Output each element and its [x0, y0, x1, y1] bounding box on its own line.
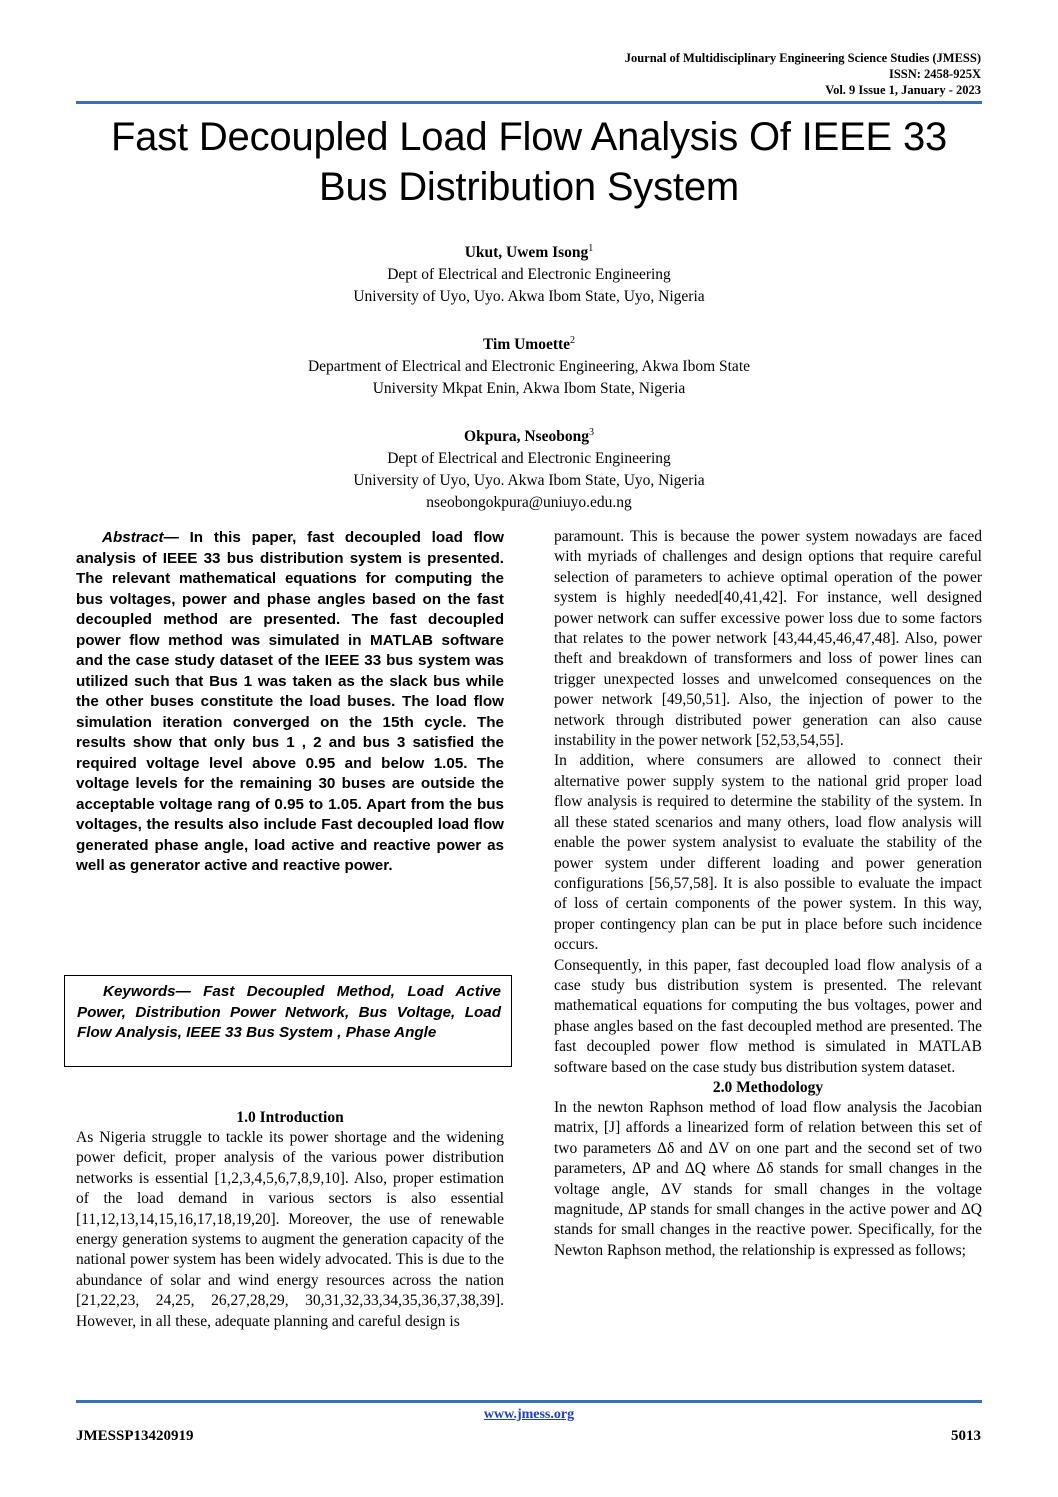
author-sup: 3: [588, 427, 594, 438]
author-affiliation: Dept of Electrical and Electronic Engineering: [387, 266, 671, 284]
abstract: [76, 528, 504, 877]
author-name: Ukut, Uwem Isong: [464, 244, 589, 262]
paper-title: [40, 112, 1018, 212]
body-paragraph: Consequently, in this paper, fast decoupled load flow analysis of a case study bus distribution system is presented. The relevant mathematical equations for computing the bus voltages, power and phase angles based on the fast decoupled method are presented. The fast decoupled power flow method is simulated in MATLAB software based on the case study bus distribution system dataset.: [554, 956, 982, 1076]
author-affiliation: University of Uyo, Uyo. Akwa Ibom State, Uyo, Nigeria: [353, 472, 705, 490]
footer-rule: [76, 1400, 982, 1403]
introduction-heading: 1.0 Introduction: [236, 1109, 344, 1126]
author-block-1: [0, 238, 1058, 308]
header-rule: [76, 101, 982, 104]
author-block-3: [0, 422, 1058, 514]
abstract-lead: Abstract—: [102, 529, 179, 546]
author-affiliation: Dept of Electrical and Electronic Engineering: [387, 450, 671, 468]
right-column: [554, 527, 982, 1261]
article-id: JMESSP13420919: [76, 1428, 194, 1444]
body-paragraph: paramount. This is because the power system nowadays are faced with myriads of challenges and design options that require careful selection of parameters to achieve optimal operation of the power system is highly needed[40,41,42]. For instance, well designed power network can suffer excessive power loss due to some factors that relates to the power network [43,44,45,46,47,48]. Also, power theft and breakdown of transformers and loss of power lines can trigger unexpected losses and unwelcomed consequences on the power network [49,50,51]. Also, the injection of power to the network through distributed power generation can also cause instability in the power network [52,53,54,55].: [554, 528, 982, 750]
journal-issn: ISSN: 2458-925X: [888, 67, 981, 81]
author-name: Tim Umoette: [482, 336, 571, 354]
author-block-2: [0, 330, 1058, 400]
methodology-heading: 2.0 Methodology: [712, 1078, 824, 1096]
author-affiliation: Department of Electrical and Electronic Engineering, Akwa Ibom State: [307, 358, 750, 376]
page-number: 5013: [951, 1428, 981, 1444]
author-affiliation: University of Uyo, Uyo. Akwa Ibom State, Uyo, Nigeria: [353, 288, 705, 306]
journal-name: Journal of Multidisciplinary Engineering Science Studies (JMESS): [624, 51, 981, 65]
journal-header: [625, 50, 981, 98]
author-affiliation: University Mkpat Enin, Akwa Ibom State, Nigeria: [372, 380, 686, 398]
abstract-text: In this paper, fast decoupled load flow analysis of IEEE 33 bus distribution system is presented. The relevant mathematical equations for computing the bus voltages, power and phase angles based on the fast decoupled method are presented. The fast decoupled power flow method was simulated in MATLAB software and the case study dataset of the IEEE 33 bus system was utilized such that Bus 1 was taken as the slack bus while the other buses constitute the load buses. The load flow simulation iteration converged on the 15th cycle. The results show that only bus 1 , 2 and bus 3 satisfied the required voltage level above 0.95 and below 1.05. The voltage levels for the remaining 30 buses are outside the acceptable voltage rang of 0.95 to 1.05. Apart from the bus voltages, the results also include Fast decoupled load flow generated phase angle, load active and reactive power as well as generator active and reactive power.: [76, 529, 504, 874]
title-line-2: Bus Distribution System: [319, 165, 739, 209]
title-line-1: Fast Decoupled Load Flow Analysis Of IEEE 33: [110, 115, 948, 159]
author-name: Okpura, Nseobong: [464, 428, 589, 446]
author-sup: 1: [588, 243, 594, 254]
author-email: nseobongokpura@uniuyo.edu.ng: [426, 494, 632, 512]
introduction-section: [76, 1108, 504, 1332]
author-sup: 2: [570, 335, 576, 346]
journal-link[interactable]: www.jmess.org: [483, 1407, 575, 1422]
introduction-paragraph: As Nigeria struggle to tackle its power shortage and the widening power deficit, proper analysis of the various power distribution networks is essential [1,2,3,4,5,6,7,8,9,10]. Also, proper estimation of the load demand in various sectors is also essential [11,12,13,14,15,16,17,18,19,20]. Moreover, the use of renewable energy generation systems to augment the generation capacity of the national power system has been widely advocated. This is due to the abundance of solar and wind energy resources across the nation [21,22,23, 24,25, 26,27,28,29, 30,31,32,33,34,35,36,37,38,39]. However, in all these, adequate planning and careful design is: [76, 1129, 504, 1330]
body-paragraph: In addition, where consumers are allowed to connect their alternative power supply system to the national grid proper load flow analysis is required to determine the stability of the system. In all these stated scenarios and many others, load flow analysis will enable the power system analysist to evaluate the stability of the power system under different loading and power generation configurations [56,57,58]. It is also possible to evaluate the impact of loss of certain components of the power system. In this way, proper contingency plan can be put in place before such incidence occurs.: [554, 752, 982, 954]
keywords-text: Keywords— Fast Decoupled Method, Load Active Power, Distribution Power Network, Bus Voltage, Load Flow Analysis, IEEE 33 Bus System , Phase Angle: [77, 983, 501, 1041]
methodology-paragraph: In the newton Raphson method of load flow analysis the Jacobian matrix, [J] affords a linearized form of relation between this set of two parameters Δδ and ΔV on one part and the second set of two parameters, ΔP and ΔQ where Δδ stands for small changes in the voltage angle, ΔV stands for small changes in the voltage magnitude, ΔP stands for small changes in the active power and ΔQ stands for small changes in the reactive power. Specifically, for the Newton Raphson method, the relationship is expressed as follows;: [554, 1098, 982, 1259]
keywords-box: [64, 975, 512, 1067]
journal-volume: Vol. 9 Issue 1, January - 2023: [825, 83, 981, 97]
